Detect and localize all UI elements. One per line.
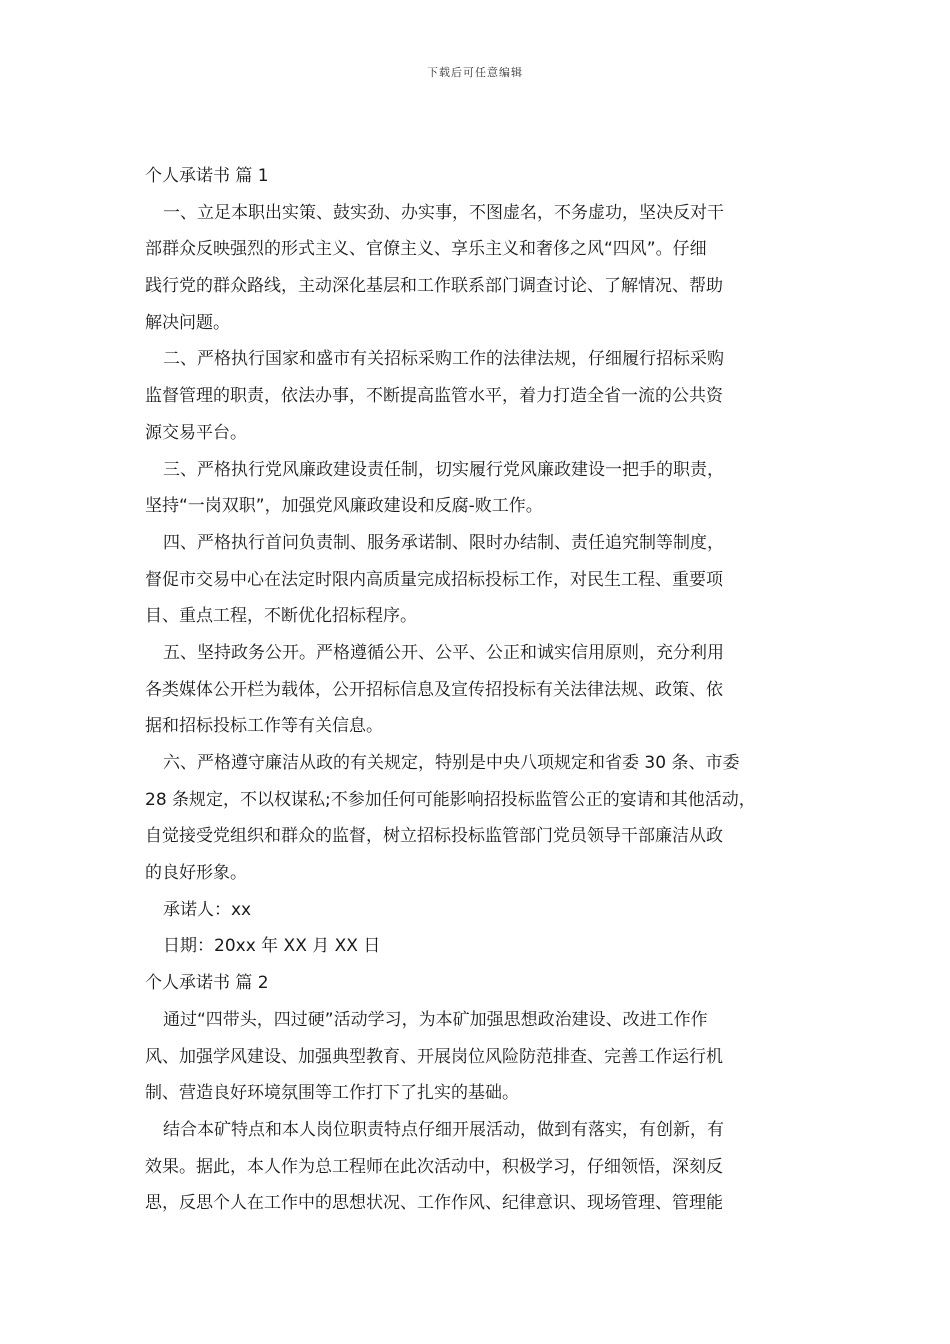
section-title: 个人承诺书 篇 1 <box>145 166 269 186</box>
text-line: 解决问题。 <box>145 312 230 333</box>
text-line: 效果。据此，本人作为总工程师在此次活动中，积极学习，仔细领悟，深刻反 <box>145 1156 723 1177</box>
text-line: 据和招标投标工作等有关信息。 <box>145 716 383 737</box>
text-line: 五、坚持政务公开。严格遵循公开、公平、公正和诚实信用原则，充分利用 <box>163 642 724 663</box>
text-line: 坚持“一岗双职”，加强党风廉政建设和反腐-败工作。 <box>145 496 543 517</box>
text-line: 风、加强学风建设、加强典型教育、开展岗位风险防范排查、完善工作运行机 <box>145 1046 723 1067</box>
section-title: 个人承诺书 篇 2 <box>145 973 269 994</box>
text-line: 六、严格遵守廉洁从政的有关规定，特别是中央八项规定和省委 30 条、市委 <box>163 753 740 773</box>
page-header-note: 下载后可任意编辑 <box>427 66 523 79</box>
text-line: 制、营造良好环境氛围等工作打下了扎实的基础。 <box>145 1083 519 1104</box>
text-line: 结合本矿特点和本人岗位职责特点仔细开展活动，做到有落实，有创新，有 <box>163 1119 724 1140</box>
text-line: 日期：20xx 年 XX 月 XX 日 <box>163 936 381 957</box>
text-line: 践行党的群众路线，主动深化基层和工作联系部门调查讨论、了解情况、帮助 <box>145 276 723 297</box>
text-line: 自觉接受党组织和群众的监督，树立招标投标监管部门党员领导干部廉洁从政 <box>145 826 723 847</box>
text-line: 监督管理的职责，依法办事，不断提高监管水平，着力打造全省一流的公共资 <box>145 386 723 407</box>
text-line: 二、严格执行国家和盛市有关招标采购工作的法律法规，仔细履行招标采购 <box>163 349 724 370</box>
text-line: 各类媒体公开栏为载体，公开招标信息及宣传招投标有关法律法规、政策、依 <box>145 679 723 700</box>
text-line: 一、立足本职出实策、鼓实劲、办实事，不图虚名，不务虚功，坚决反对干 <box>163 202 724 223</box>
text-line: 源交易平台。 <box>145 422 247 443</box>
text-line: 督促市交易中心在法定时限内高质量完成招标投标工作，对民生工程、重要项 <box>145 569 723 590</box>
text-line: 承诺人：xx <box>163 899 252 920</box>
text-line: 28 条规定，不以权谋私;不参加任何可能影响招投标监管公正的宴请和其他活动， <box>145 789 756 810</box>
text-line: 部群众反映强烈的形式主义、官僚主义、享乐主义和奢侈之风“四风”。仔细 <box>145 239 707 260</box>
text-line: 三、严格执行党风廉政建设责任制，切实履行党风廉政建设一把手的职责， <box>163 459 724 480</box>
text-line: 四、严格执行首问负责制、服务承诺制、限时办结制、责任追究制等制度， <box>163 532 724 553</box>
text-line: 思，反思个人在工作中的思想状况、工作作风、纪律意识、现场管理、管理能 <box>145 1193 723 1214</box>
text-line: 的良好形象。 <box>145 863 247 884</box>
text-line: 通过“四带头，四过硬”活动学习，为本矿加强思想政治建设、改进工作作 <box>163 1009 708 1030</box>
document-body <box>145 158 810 1222</box>
text-line: 目、重点工程，不断优化招标程序。 <box>145 606 417 627</box>
